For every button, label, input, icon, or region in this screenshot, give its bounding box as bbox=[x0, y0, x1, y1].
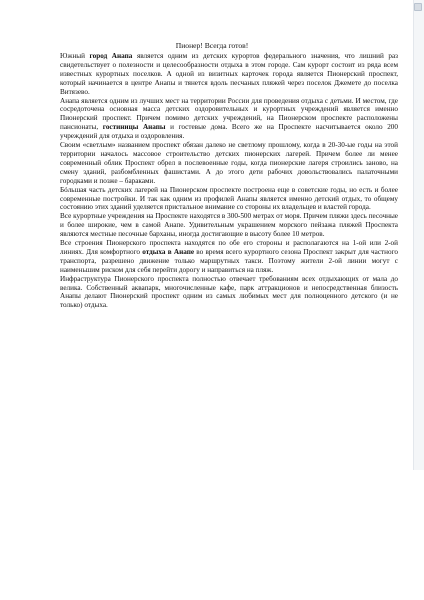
bold-link-text: гостиницы Анапы bbox=[102, 123, 166, 132]
bold-link-text: отдыха в Анапе bbox=[142, 247, 195, 256]
document-title: Пионер! Всегда готов! bbox=[175, 41, 249, 50]
side-strip bbox=[413, 0, 424, 470]
paragraph-text: является одним из детских курортов федерального значения, что лишний раз свидетельствует о полезности и целесообразности отдыха в этом городе. Сам курорт состоит из ряда всем известных курортных поселков. А одной из визитных карточек города является Пионерский проспект, который начинается в центре Анапы и тянется вдоль песчаных пляжей через поселок Джемете до поселка Витязево. bbox=[60, 52, 398, 96]
paragraph-text: Все строения Пионерского проспекта находятся по обе его стороны и располагаются на 1-ой или 2-ой линиях. Для комфортного bbox=[60, 239, 398, 256]
document-body bbox=[60, 52, 398, 310]
paragraph-text: Инфраструктура Пионерского проспекта полностью отвечает требованиям всех отдыхающих от мала до велика. Собственный аквапарк, многочисленные кафе, парк аттракционов и непосредственная близость Анапы делают Пионерский проспект одним из самых любимых мест для полноценного детского (и не только) отдыха. bbox=[60, 274, 398, 310]
paragraph bbox=[60, 52, 398, 97]
bold-link-text: город Анапа bbox=[89, 52, 133, 60]
paragraph-text: Своим «светлым» названием проспект обязан далеко не светлому прошлому, когда в 20-30-ые годы на этой территории началось массовое строительство детских пионерских лагерей. Причем более ли менее современный облик Проспект обрел в послевоенные годы, когда пионерские лагеря строились заново, на смену зданий, разбомбленных фашистами. А до этого дети рабочих довольствовались палаточными городками и позже – бараками. bbox=[60, 141, 398, 185]
paragraph-text: во время всего курортного сезона Проспект закрыт для частного транспорта, разрешено движение только маршрутных такси. Поэтому жители 2-ой линии могут с наименьшим риском для себя перейти дорогу и направиться на пляж. bbox=[60, 247, 398, 274]
paragraph bbox=[60, 186, 398, 213]
paragraph-text: Анапа является одним из лучших мест на территории России для проведения отдыха с детьми. И местом, где сосредоточена основная масса детских оздоровительных и курортных учреждений является именно Пионерский проспект. Причем помимо детских учреждений, на Пионерском проспекте расположены пансионаты, bbox=[60, 96, 398, 132]
paragraph bbox=[60, 97, 398, 142]
paragraph-text: Все курортные учреждения на Проспекте находятся в 300-500 метрах от моря. Причем пляжи здесь песочные и более широкие, чем в самой Анапе. Удивительным украшением морского пейзажа пляжей Проспекта являются местные песочные барханы, иногда достигающие в высоту более 10 метров. bbox=[60, 212, 398, 239]
paragraph bbox=[60, 141, 398, 186]
paragraph-text: Бóльшая часть детских лагерей на Пионерском проспекте построена еще в советские годы, но есть и более современные постройки. И так как одним из профилей Анапы является именно детский отдых, то общему состоянию этих зданий уделяется пристальное внимание со стороны их владельцев и властей города. bbox=[60, 185, 398, 212]
paragraph-text: Южный bbox=[60, 52, 90, 60]
paragraph bbox=[60, 239, 398, 275]
paragraph bbox=[60, 275, 398, 311]
side-strip-faint-text bbox=[416, 14, 422, 454]
paragraph-text: и гостевые дома. Всего же на Проспекте насчитывается около 200 учреждений для отдыха и оздоровления. bbox=[60, 123, 398, 141]
document-logo-icon bbox=[414, 3, 422, 11]
paragraph bbox=[60, 212, 398, 239]
